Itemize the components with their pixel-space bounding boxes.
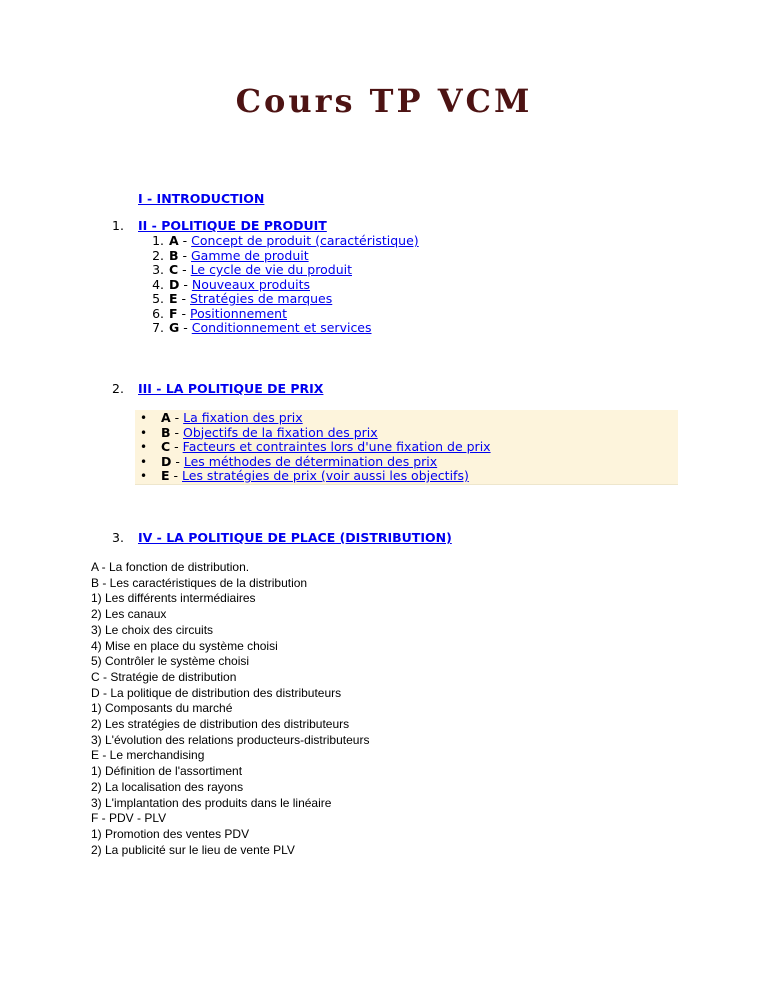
item-letter: B bbox=[169, 247, 179, 263]
item-separator: - bbox=[169, 468, 183, 483]
prix-sublist bbox=[140, 411, 491, 484]
item-separator: - bbox=[170, 410, 184, 425]
item-letter: E bbox=[161, 468, 170, 483]
outline-line: 2) Les stratégies de distribution des distributeurs bbox=[91, 717, 350, 732]
place-link[interactable]: IV - LA POLITIQUE DE PLACE (DISTRIBUTION) bbox=[138, 530, 452, 545]
outline-line: 2) La localisation des rayons bbox=[91, 779, 244, 794]
prix-section bbox=[112, 381, 323, 396]
produit-link[interactable]: II - POLITIQUE DE PRODUIT bbox=[138, 218, 327, 233]
produit-link-b[interactable]: Gamme de produit bbox=[191, 247, 309, 263]
item-number: 6. bbox=[152, 305, 164, 321]
distribution-outline bbox=[91, 560, 369, 858]
item-separator: - bbox=[170, 439, 183, 454]
outline-line: 1) Composants du marché bbox=[91, 701, 233, 716]
intro-section bbox=[138, 188, 264, 207]
outline-line: 1) Définition de l'assortiment bbox=[91, 764, 243, 779]
produit-link-d[interactable]: Nouveaux produits bbox=[191, 276, 311, 292]
produit-section bbox=[112, 218, 419, 336]
item-letter: C bbox=[169, 262, 179, 277]
item-number: 3. bbox=[152, 262, 164, 277]
list-item bbox=[146, 234, 419, 249]
produit-sublist bbox=[146, 234, 419, 336]
outline-line: 1) Les différents intermédiaires bbox=[91, 591, 256, 606]
item-separator: - bbox=[178, 233, 192, 248]
produit-link-g[interactable]: Conditionnement et services bbox=[191, 320, 372, 335]
item-separator: - bbox=[170, 424, 183, 440]
item-number: 4. bbox=[152, 276, 164, 292]
prix-link-e[interactable]: Les stratégies de prix (voir aussi les objectifs) bbox=[182, 468, 469, 483]
item-separator: - bbox=[178, 262, 191, 277]
item-separator: - bbox=[177, 305, 191, 321]
produit-link-f[interactable]: Positionnement bbox=[190, 305, 287, 321]
list-item bbox=[140, 440, 491, 455]
outline-line: A - La fonction de distribution. bbox=[91, 560, 250, 574]
item-letter: F bbox=[169, 305, 178, 321]
item-separator: - bbox=[178, 247, 191, 263]
section-number: 3. bbox=[112, 530, 124, 545]
item-letter: G bbox=[169, 320, 180, 335]
page-title: Cours TP VCM bbox=[235, 82, 533, 120]
produit-link-c[interactable]: Le cycle de vie du produit bbox=[190, 262, 352, 277]
list-item bbox=[140, 455, 491, 470]
list-item bbox=[146, 278, 419, 293]
prix-link-d[interactable]: Les méthodes de détermination des prix bbox=[183, 453, 438, 469]
place-section bbox=[112, 530, 452, 545]
list-item bbox=[146, 292, 419, 307]
item-letter: B bbox=[161, 424, 171, 440]
outline-line: D - La politique de distribution des distributeurs bbox=[91, 685, 342, 700]
section-number: 1. bbox=[112, 218, 124, 233]
list-item bbox=[140, 411, 491, 426]
list-item bbox=[146, 321, 419, 336]
prix-link-a[interactable]: La fixation des prix bbox=[183, 410, 303, 425]
list-item bbox=[140, 469, 491, 484]
list-item bbox=[146, 263, 419, 278]
outline-line: 3) Le choix des circuits bbox=[91, 622, 214, 637]
outline-line: 4) Mise en place du système choisi bbox=[91, 638, 278, 653]
item-number: 5. bbox=[152, 291, 164, 306]
item-number: 7. bbox=[152, 320, 164, 335]
outline-line: 3) L'évolution des relations producteurs-distributeurs bbox=[91, 732, 370, 747]
item-letter: E bbox=[169, 291, 178, 306]
section-number: 2. bbox=[112, 381, 124, 396]
list-item bbox=[140, 426, 491, 441]
item-letter: D bbox=[161, 453, 172, 469]
outline-line: F - PDV - PLV bbox=[91, 811, 167, 826]
prix-link-b[interactable]: Objectifs de la fixation des prix bbox=[183, 424, 378, 440]
item-separator: - bbox=[177, 291, 191, 306]
item-letter: A bbox=[161, 410, 171, 425]
produit-link-e[interactable]: Stratégies de marques bbox=[190, 291, 333, 306]
prix-link-c[interactable]: Facteurs et contraintes lors d'une fixation de prix bbox=[182, 439, 491, 454]
item-letter: C bbox=[161, 439, 171, 454]
outline-line: 1) Promotion des ventes PDV bbox=[91, 826, 250, 841]
item-number: 2. bbox=[152, 247, 164, 263]
produit-link-a[interactable]: Concept de produit (caractéristique) bbox=[191, 233, 419, 248]
outline-line: E - Le merchandising bbox=[91, 748, 205, 763]
list-item bbox=[146, 307, 419, 322]
item-letter: D bbox=[169, 276, 180, 292]
item-separator: - bbox=[171, 453, 184, 469]
prix-link[interactable]: III - LA POLITIQUE DE PRIX bbox=[138, 381, 324, 396]
outline-line: 2) La publicité sur le lieu de vente PLV bbox=[91, 842, 295, 857]
list-item bbox=[146, 249, 419, 264]
item-separator: - bbox=[179, 276, 192, 292]
outline-line: 2) Les canaux bbox=[91, 607, 167, 622]
item-letter: A bbox=[169, 233, 179, 248]
intro-link[interactable]: I - INTRODUCTION bbox=[138, 191, 265, 206]
outline-line: B - Les caractéristiques de la distribution bbox=[91, 575, 308, 590]
item-separator: - bbox=[179, 320, 192, 335]
outline-line: C - Stratégie de distribution bbox=[91, 669, 237, 684]
outline-line: 5) Contrôler le système choisi bbox=[91, 654, 250, 669]
item-number: 1. bbox=[152, 233, 164, 248]
outline-line: 3) L'implantation des produits dans le linéaire bbox=[91, 795, 332, 810]
